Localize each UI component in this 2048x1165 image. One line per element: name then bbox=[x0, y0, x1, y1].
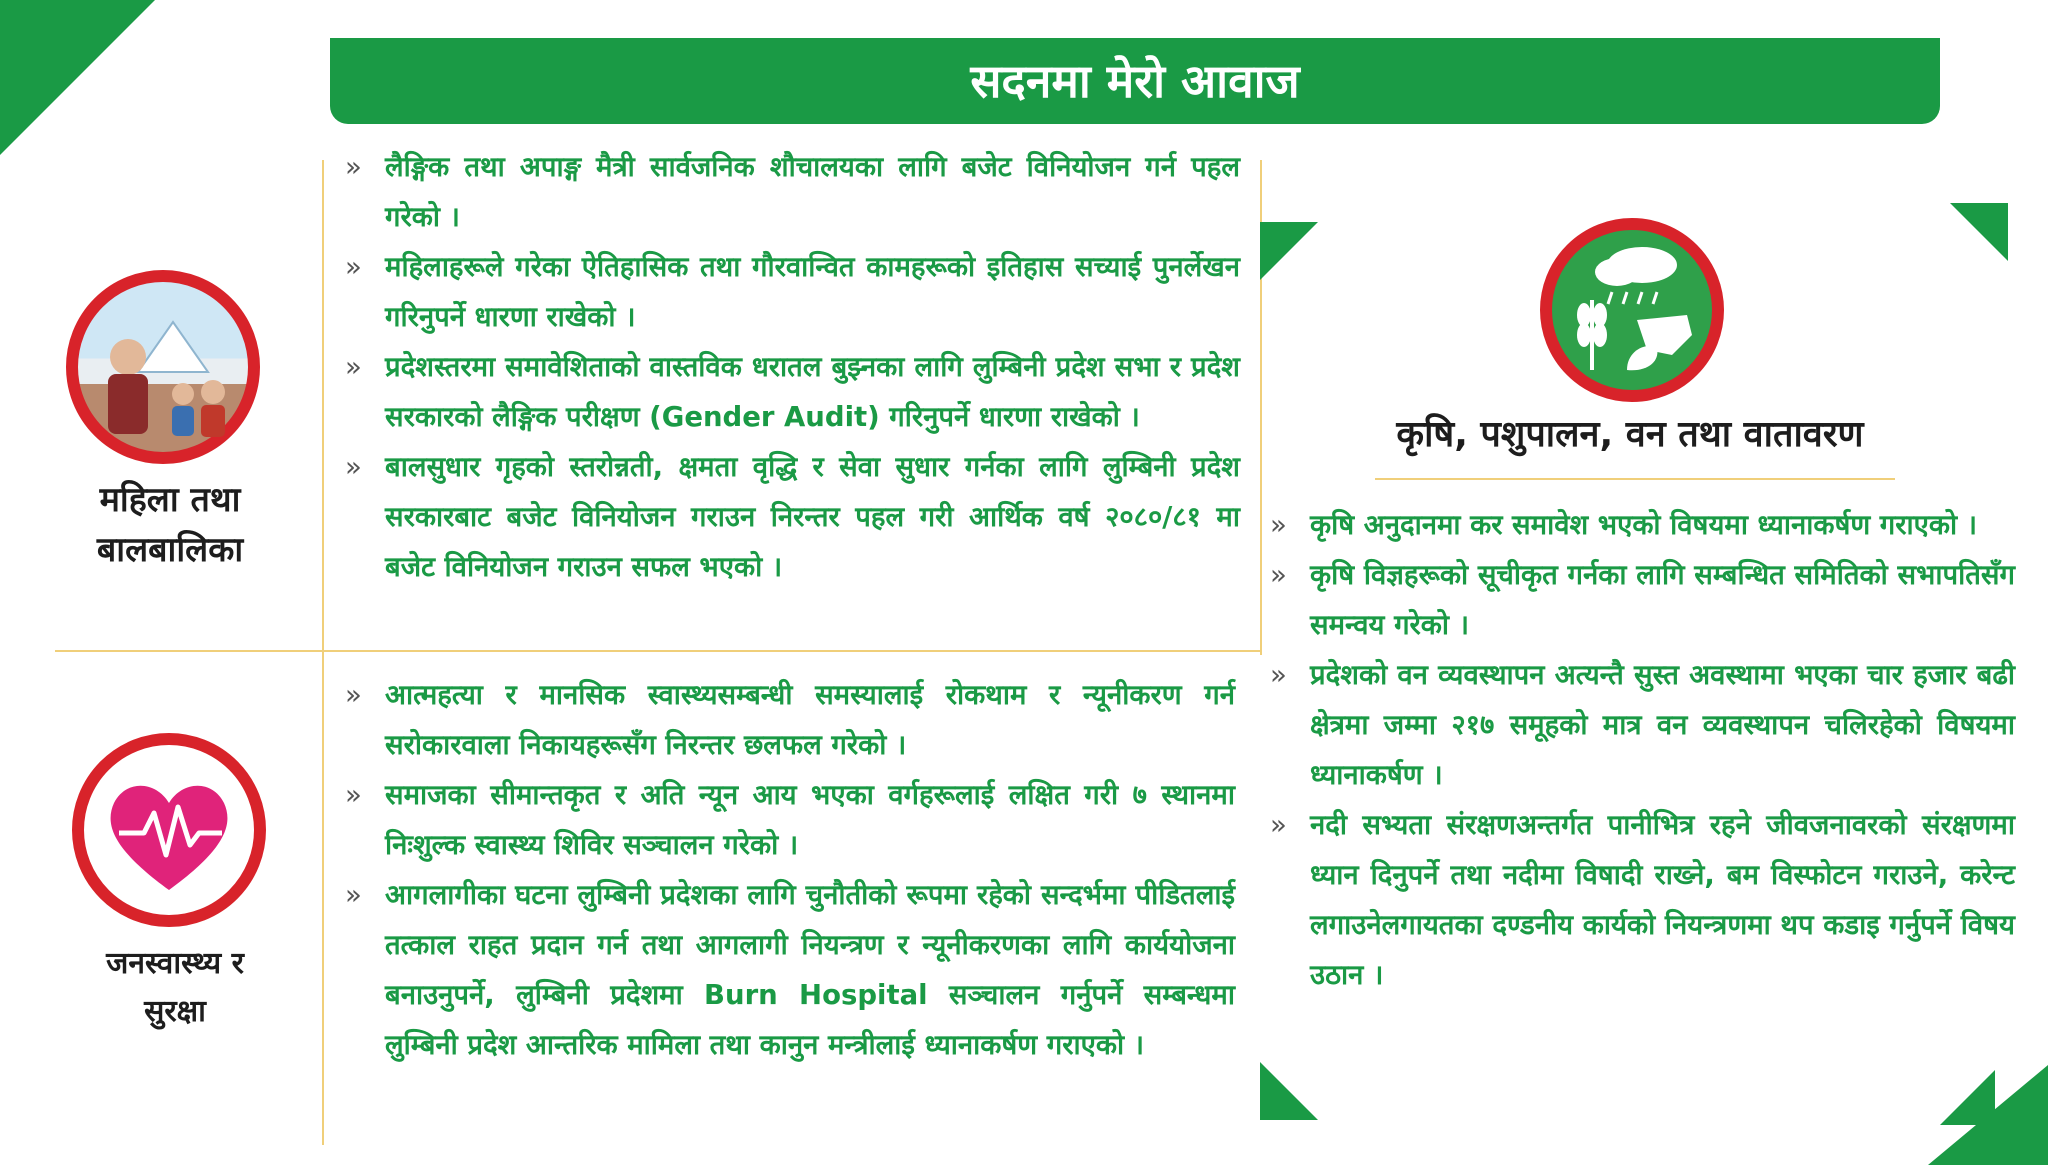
section-label-line: जनस्वास्थ्य र bbox=[106, 946, 244, 981]
list-item bbox=[1270, 800, 2015, 1000]
bullet-marker: » bbox=[345, 251, 362, 283]
bullet-marker: » bbox=[345, 151, 362, 183]
health-list bbox=[345, 670, 1235, 1070]
list-item bbox=[345, 870, 1235, 1070]
bullet-marker: » bbox=[1270, 559, 1287, 591]
corner-decoration bbox=[1260, 222, 1318, 280]
bullet-marker: » bbox=[1270, 659, 1287, 691]
section-underline bbox=[1375, 478, 1895, 480]
corner-decoration bbox=[1940, 1070, 1995, 1125]
section-label-line: महिला तथा bbox=[99, 480, 241, 520]
corner-decoration bbox=[1950, 203, 2008, 261]
list-item bbox=[345, 770, 1235, 870]
section-label-women bbox=[40, 475, 300, 575]
list-item bbox=[345, 342, 1240, 442]
list-item-text: समाजका सीमान्तकृत र अति न्यून आय भएका वर्गहरूलाई लक्षित गरी ७ स्थानमा निःशुल्क स्वास्थ्य शिविर सञ्चालन गरेको । bbox=[385, 779, 1235, 861]
bullet-marker: » bbox=[345, 779, 362, 811]
bullet-marker: » bbox=[1270, 509, 1287, 541]
bullet-marker: » bbox=[345, 679, 362, 711]
list-item-text: कृषि अनुदानमा कर समावेश भएको विषयमा ध्यानाकर्षण गराएको । bbox=[1310, 509, 1978, 541]
section-label-agriculture: कृषि, पशुपालन, वन तथा वातावरण bbox=[1396, 414, 1864, 455]
section-label-line: बालबालिका bbox=[96, 530, 244, 570]
list-item-text: आत्महत्या र मानसिक स्वास्थ्यसम्बन्धी समस्यालाई रोकथाम र न्यूनीकरण गर्न सरोकारवाला निकायहरूसँग निरन्तर छलफल गरेको । bbox=[385, 679, 1235, 761]
bullet-marker: » bbox=[345, 351, 362, 383]
list-item-text: प्रदेशस्तरमा समावेशिताको वास्तविक धरातल बुझ्नका लागि लुम्बिनी प्रदेश सभा र प्रदेश सरकारको लैङ्गिक परीक्षण (Gender Audit) गरिनुपर्ने धारणा राखेको । bbox=[385, 351, 1240, 433]
list-item bbox=[345, 142, 1240, 242]
agriculture-list bbox=[1270, 500, 2015, 1000]
bullet-marker: » bbox=[1270, 809, 1287, 841]
list-item-text: प्रदेशको वन व्यवस्थापन अत्यन्तै सुस्त अवस्थामा भएका चार हजार बढी क्षेत्रमा जम्मा २१७ समूहको मात्र वन व्यवस्थापन चलिरहेको विषयमा ध्यानाकर्षण । bbox=[1310, 659, 2015, 791]
list-item bbox=[345, 242, 1240, 342]
corner-decoration bbox=[1260, 1062, 1318, 1120]
list-item bbox=[345, 670, 1235, 770]
women-list bbox=[345, 142, 1240, 592]
list-item-text: महिलाहरूले गरेका ऐतिहासिक तथा गौरवान्वित कामहरूको इतिहास सच्याई पुनर्लेखन गरिनुपर्ने धारणा राखेको । bbox=[385, 251, 1240, 333]
list-item bbox=[345, 442, 1240, 592]
vertical-divider bbox=[322, 160, 324, 1145]
list-item-text: आगलागीका घटना लुम्बिनी प्रदेशका लागि चुनौतीको रूपमा रहेको सन्दर्भमा पीडितलाई तत्काल राहत प्रदान गर्न तथा आगलागी नियन्त्रण र न्यूनीकरणका लागि कार्ययोजना बनाउनुपर्ने, लुम्बिनी प्रदेशमा Burn Hospital सञ्चालन गर्नुपर्ने सम्बन्धमा लुम्बिनी प्रदेश आन्तरिक मामिला तथा कानुन मन्त्रीलाई ध्यानाकर्षण गराएको । bbox=[385, 879, 1235, 1061]
agriculture-livestock-rain-icon bbox=[1540, 218, 1724, 402]
list-item bbox=[1270, 500, 2015, 550]
list-item-text: लैङ्गिक तथा अपाङ्ग मैत्री सार्वजनिक शौचालयका लागि बजेट विनियोजन गर्न पहल गरेको । bbox=[385, 151, 1240, 233]
heart-pulse-icon bbox=[72, 733, 266, 927]
women-children-mountain-icon bbox=[66, 270, 260, 464]
list-item-text: कृषि विज्ञहरूको सूचीकृत गर्नका लागि सम्बन्धित समितिको सभापतिसँग समन्वय गरेको । bbox=[1310, 559, 2015, 641]
section-label-line: सुरक्षा bbox=[144, 994, 206, 1029]
list-item bbox=[1270, 650, 2015, 800]
list-item bbox=[1270, 550, 2015, 650]
page-title: सदनमा मेरो आवाज bbox=[330, 38, 1940, 124]
horizontal-divider bbox=[55, 650, 1260, 652]
bullet-marker: » bbox=[345, 451, 362, 483]
list-item-text: बालसुधार गृहको स्तरोन्नती, क्षमता वृद्धि र सेवा सुधार गर्नका लागि लुम्बिनी प्रदेश सरकारबाट बजेट विनियोजन गराउन निरन्तर पहल गरी आर्थिक वर्ष २०८०/८१ मा बजेट विनियोजन गराउन सफल भएको । bbox=[385, 451, 1240, 583]
list-item-text: नदी सभ्यता संरक्षणअन्तर्गत पानीभित्र रहने जीवजनावरको संरक्षणमा ध्यान दिनुपर्ने तथा नदीमा विषादी राख्ने, बम विस्फोटन गराउने, करेन्ट लगाउनेलगायतका दण्डनीय कार्यको नियन्त्रणमा थप कडाइ गर्नुपर्ने विषय उठान । bbox=[1310, 809, 2015, 991]
bullet-marker: » bbox=[345, 879, 362, 911]
section-label-health bbox=[50, 940, 300, 1036]
corner-decoration-top-left bbox=[0, 0, 155, 155]
